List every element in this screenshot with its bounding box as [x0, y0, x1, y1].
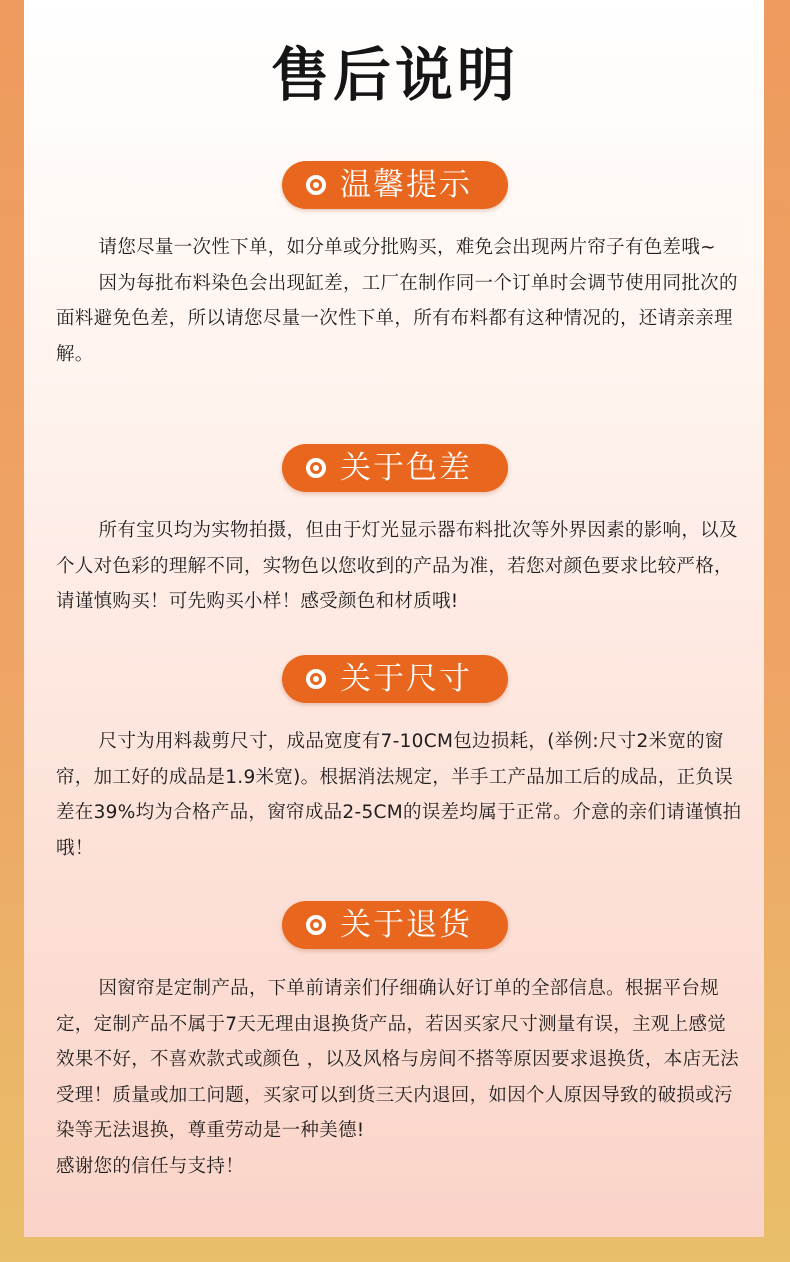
- section-body-size: [56, 724, 742, 866]
- section-body-tips: [56, 230, 742, 372]
- section-heading-label: 关于退货: [340, 907, 472, 943]
- paragraph: 所有宝贝均为实物拍摄，但由于灯光显示器布料批次等外界因素的影响，以及个人对色彩的理解不同，实物色以您收到的产品为准，若您对颜色要求比较严格，请谨慎购买！可先购买小样！感受颜色和材质哦!: [56, 520, 738, 612]
- section-heading-label: 关于色差: [340, 450, 472, 486]
- section-body-returns: [56, 971, 742, 1184]
- bullet-circle-icon: [306, 458, 326, 478]
- paragraph: 尺寸为用料裁剪尺寸，成品宽度有7-10CM包边损耗，(举例:尺寸2米宽的窗帘，加工好的成品是1.9米宽)。根据消法规定，半手工产品加工后的成品，正负误差在39%均为合格产品，窗帘成品2-5CM的误差均属于正常。介意的亲们请谨慎拍哦！: [56, 731, 742, 859]
- bullet-circle-icon: [306, 915, 326, 935]
- paragraph: 因窗帘是定制产品，下单前请亲们仔细确认好订单的全部信息。根据平台规定，定制产品不属于7天无理由退换货产品，若因买家尺寸测量有误，主观上感觉效果不好，不喜欢款式或颜色 ，以及风格与房间不搭等原因要求退换货，本店无法受理！质量或加工问题，买家可以到货三天内退回，如因个人原因导致的破损或污染等无法退换，尊重劳动是一种美德!: [56, 978, 739, 1141]
- section-body-color-difference: [56, 513, 742, 620]
- bullet-circle-icon: [306, 669, 326, 689]
- section-heading-tips: [282, 161, 508, 209]
- paragraph: 请您尽量一次性下单，如分单或分批购买，难免会出现两片帘子有色差哦~: [98, 237, 716, 258]
- section-heading-label: 温馨提示: [340, 167, 472, 203]
- bullet-circle-icon: [306, 175, 326, 195]
- paragraph: 因为每批布料染色会出现缸差，工厂在制作同一个订单时会调节使用同批次的面料避免色差，所以请您尽量一次性下单，所有布料都有这种情况的，还请亲亲理解。: [56, 272, 738, 365]
- section-heading-label: 关于尺寸: [340, 661, 472, 697]
- page-title: 售后说明: [270, 41, 519, 109]
- section-heading-size: [282, 655, 508, 703]
- section-heading-returns: [282, 901, 508, 949]
- section-heading-color-difference: [282, 444, 508, 492]
- paragraph-thanks: 感谢您的信任与支持！: [56, 1155, 245, 1177]
